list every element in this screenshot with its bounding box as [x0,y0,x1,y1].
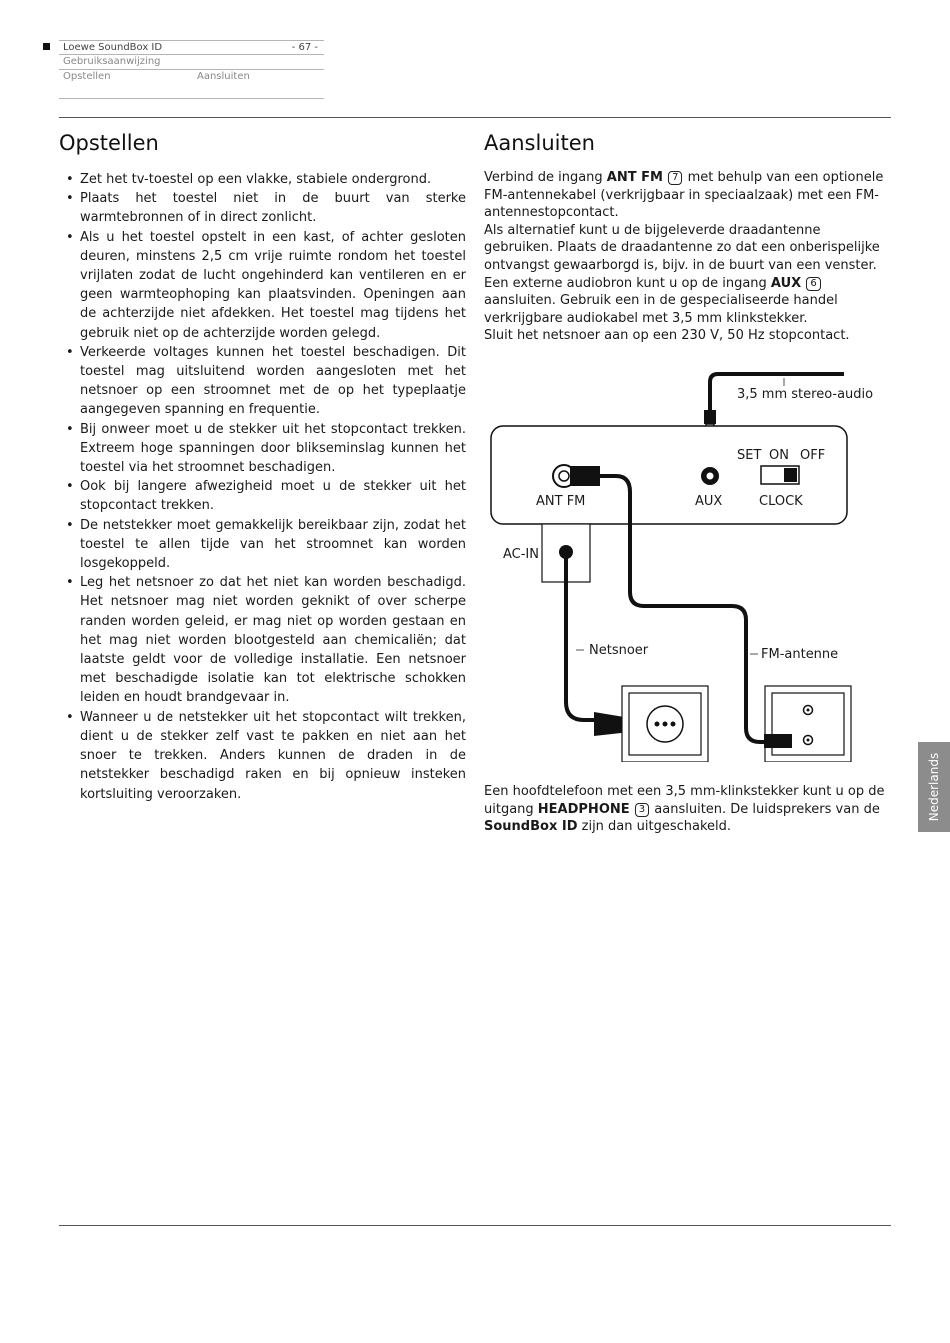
label-netsnoer: Netsnoer [589,643,649,658]
list-item: • Ook bij langere afwezigheid moet u de stekker uit het stopcontact trekken. [62,477,466,515]
aux-plug-body [704,410,716,424]
keyword-aux: AUX [770,275,802,291]
label-stereo-audio: 3,5 mm stereo-audio [737,387,874,402]
text-run: zijn dan uitgeschakeld. [577,819,732,835]
paragraph-draadantenne: Als alternatief kunt u de bijgeleverde draadantenne gebruiken. Plaats de draadantenne zo dat een onberispelijke ontvangst gewaarborgd is, bijv. in de buurt van een venster. [484,222,880,273]
fm-plug-body [570,466,600,486]
opstellen-column [62,170,466,804]
text-run: Een externe audiobron kunt u op de ingang [484,275,771,291]
header-product: Loewe SoundBox ID [63,42,163,53]
list-item: • Plaats het toestel niet in de buurt van sterke warmtebronnen of in direct zonlicht. [62,189,466,227]
list-item: • Wanneer u de netstekker uit het stopcontact wilt trekken, dient u de stekker zelf vast te pakken en niet aan het snoer te trekken. Anders kunnen de draden in de netstekker beschadigd raken en bij opnieuw insteken kortsluiting veroorzaken. [62,708,466,804]
section-title-aansluiten: Aansluiten [484,131,595,155]
label-ac-in: AC-IN [503,547,539,562]
list-item: • Als u het toestel opstelt in een kast, of achter gesloten deuren, minstens 2,5 cm vrije ruimte rondom het toestel vrijlaten zodat de lucht ongehinderd kan ventileren en er geen warmteophoping kan plaatsvinden. Openingen aan de achterzijde niet afdekken. Het toestel mag tijdens het gebruik niet op de achterzijde worden gelegd. [62,228,466,343]
headphone-text [484,783,889,836]
label-fm-antenne: FM-antenne [761,647,839,662]
label-set: SET [737,448,762,463]
header-row-product [59,40,324,55]
paragraph-netsnoer: Sluit het netsnoer aan op een 230 V, 50 Hz stopcontact. [484,328,850,344]
antenna-plug [764,734,792,748]
keyword-soundbox-id: SoundBox ID [484,819,578,835]
header-section: Opstellen [63,71,111,82]
list-item: • Bij onweer moet u de stekker uit het stopcontact trekken. Extreem hoge spanningen door blikseminslag kunnen het toestel via het stroomnet beschadigen. [62,420,466,478]
ref-number-badge: 3 [635,803,649,817]
language-side-tab [918,742,950,832]
header-doc-type: Gebruiksaanwijzing [63,56,161,67]
antenna-outlet-socket-pin [807,739,810,742]
paragraph-aux [484,275,889,328]
diagram-drawing [484,362,890,762]
power-outlet-hole [655,722,660,727]
list-item: • De netstekker moet gemakkelijk bereikbaar zijn, zodat het toestel te allen tijde van het stroomnet kan worden losgekoppeld. [62,516,466,574]
label-off: OFF [800,448,826,463]
label-clock: CLOCK [759,494,803,509]
antenna-outlet-socket-pin [807,709,810,712]
ac-in-socket [559,545,573,559]
bottom-rule [59,1225,891,1226]
clock-switch-knob [784,468,797,482]
header-marker [43,43,50,50]
connection-diagram [484,362,890,762]
power-outlet-hole [671,722,676,727]
label-on: ON [769,448,789,463]
aux-socket-hole [707,473,714,480]
aansluiten-text [484,169,889,345]
ref-number-badge: 6 [806,277,820,291]
opstellen-bullet-list [62,170,466,804]
list-item: • Leg het netsnoer zo dat het niet kan worden beschadigd. Het netsnoer mag niet worden geknikt of over scherpe randen worden geleid, er mag niet op worden gestaan en het mag niet worden blootgesteld aan chemicaliën; dat laatste geldt voor de volledige installatie. Een netsnoer met beschadigde isolatie kan tot elektrische schokken leiden en houdt brandgevaar in. [62,573,466,707]
keyword-ant-fm: ANT FM [606,170,663,185]
language-label: Nederlands [927,752,941,822]
list-item: • Zet het tv-toestel op een vlakke, stabiele ondergrond. [62,170,466,189]
label-aux: AUX [695,494,723,509]
header-bottom-rule [59,98,324,99]
power-outlet-hole [663,722,668,727]
header-page-number: - 67 - [291,42,318,53]
list-item: • Verkeerde voltages kunnen het toestel beschadigen. Dit toestel mag uitsluitend worden aangesloten met het netsnoer op een stroomnet met de op het typeplaatje aangegeven spanning en frequentie. [62,343,466,420]
header-subsection: Aansluiten [197,71,250,82]
keyword-headphone: HEADPHONE [537,801,630,817]
paragraph-ant-fm [484,169,889,222]
paragraph-headphone [484,783,889,836]
header-row-section [59,69,324,84]
text-run: aansluiten. Gebruik een in de gespecialiseerde handel verkrijgbare audiokabel met 3,5 mm klinkstekker. [484,293,838,326]
text-run: aansluiten. De luidsprekers van de [650,801,880,817]
text-run: Een hoofdtelefoon met een 3,5 mm-klinkstekker kunt u op de uitgang [484,784,885,817]
text-run: Verbind de ingang [484,170,607,185]
text-run: met behulp van een optionele FM-antennekabel (verkrijgbaar in speciaalzaak) met een FM-antennestopcontact. [484,170,884,221]
header-row-doctype [59,54,324,69]
label-ant-fm: ANT FM [536,494,586,509]
top-rule [59,117,891,118]
section-title-opstellen: Opstellen [59,131,159,155]
ref-number-badge: 7 [668,171,682,185]
